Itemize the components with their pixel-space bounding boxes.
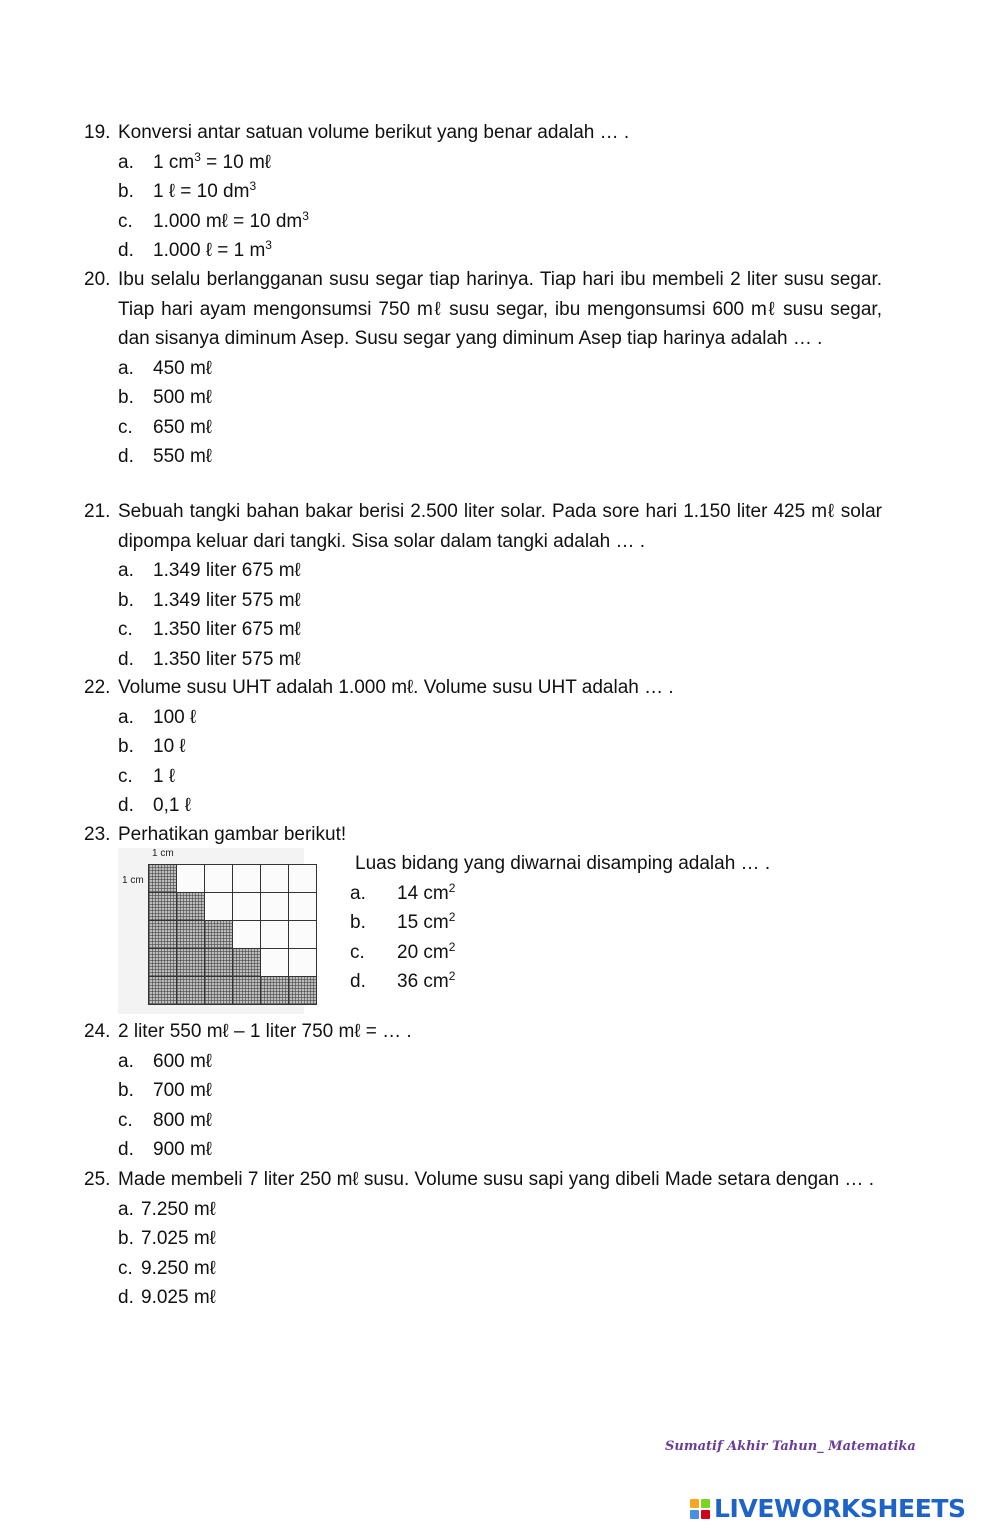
logo-square: [690, 1499, 699, 1508]
option-text: 1 ℓ = 10 $dm^3$: [153, 179, 257, 202]
logo-mark-icon: [690, 1499, 710, 1519]
figure-side-label: 1 cm: [122, 875, 144, 886]
grid-cell: [177, 865, 205, 893]
option-text: 1 ℓ: [153, 765, 175, 787]
option-a[interactable]: [118, 1195, 882, 1225]
grid-cell: [289, 865, 317, 893]
grid-cell-shaded: [149, 893, 177, 921]
option-text: 900 mℓ: [153, 1139, 212, 1160]
question-20: [84, 265, 882, 472]
option-text: 1.000 ℓ = 1 $m^3$: [153, 238, 272, 261]
option-d[interactable]: [118, 791, 882, 821]
option-letter: b.: [118, 387, 134, 408]
question-stem: Volume susu UHT adalah 1.000 mℓ. Volume susu UHT adalah … .: [118, 677, 674, 698]
option-letter: c.: [118, 1109, 133, 1131]
option-text: 100 ℓ: [153, 706, 197, 728]
question-19: [84, 118, 882, 266]
question-stem: Sebuah tangki bahan bakar berisi 2.500 liter solar. Pada sore hari 1.150 liter 425 mℓ solar dipompa keluar dari tangki. Sisa solar dalam tangki adalah … .: [118, 501, 882, 552]
option-text: 1 $cm^3 = 10$ mℓ: [153, 149, 271, 173]
option-c[interactable]: [118, 1254, 882, 1284]
option-letter: d.: [118, 1139, 134, 1160]
option-a[interactable]: [350, 879, 870, 909]
grid-cell: [261, 893, 289, 921]
option-d[interactable]: [118, 442, 882, 472]
question-stem: 2 liter 550 mℓ – 1 liter 750 mℓ = … .: [118, 1021, 412, 1042]
option-text: 15 $cm^2$: [397, 910, 456, 933]
option-letter: b.: [118, 1228, 134, 1249]
option-text: 600 mℓ: [153, 1050, 212, 1072]
option-letter: c.: [118, 619, 133, 640]
shaded-grid-figure: [118, 848, 304, 1014]
logo-square: [701, 1510, 710, 1519]
grid-cell-shaded: [149, 949, 177, 977]
question-25: [84, 1165, 882, 1313]
option-text: 650 mℓ: [153, 416, 212, 438]
option-text: 20 $cm^2$: [397, 939, 456, 963]
option-letter: a.: [118, 1198, 134, 1220]
option-b[interactable]: [118, 586, 882, 616]
question-number: 22.: [84, 677, 111, 698]
option-a[interactable]: [118, 354, 882, 384]
option-text: 0,1 ℓ: [153, 795, 191, 816]
grid-cell-shaded: [261, 977, 289, 1005]
grid-cell-shaded: [149, 977, 177, 1005]
option-c[interactable]: [118, 615, 882, 645]
question-number: 25.: [84, 1169, 111, 1190]
option-letter: c.: [118, 765, 133, 787]
option-b[interactable]: [118, 383, 882, 413]
option-d[interactable]: [118, 1283, 882, 1313]
question-prompt: Luas bidang yang diwarnai disamping adalah … .: [355, 853, 771, 874]
option-text: 1.349 liter 575 mℓ: [153, 589, 301, 611]
grid-cell: [289, 893, 317, 921]
question-22: [84, 673, 882, 821]
figure-top-label: 1 cm: [152, 848, 174, 859]
option-text: 700 mℓ: [153, 1080, 212, 1101]
option-c[interactable]: [118, 762, 882, 792]
option-text: 1.349 liter 675 mℓ: [153, 560, 301, 581]
option-a[interactable]: [118, 703, 882, 733]
option-letter: d.: [350, 971, 366, 992]
option-letter: d.: [118, 648, 134, 670]
option-letter: c.: [118, 416, 133, 438]
question-23-choices: [350, 849, 870, 997]
footer-caption: Sumatif Akhir Tahun_ Matematika: [665, 1439, 916, 1454]
grid-cell: [289, 949, 317, 977]
option-b[interactable]: [118, 177, 882, 207]
option-c[interactable]: [118, 207, 882, 237]
grid-cell-shaded: [177, 949, 205, 977]
grid-cell: [261, 865, 289, 893]
liveworksheets-logo[interactable]: [690, 1494, 966, 1524]
option-text: 1.350 liter 575 mℓ: [153, 648, 301, 670]
option-c[interactable]: [118, 1106, 882, 1136]
option-c[interactable]: [118, 413, 882, 443]
option-text: 7.025 mℓ: [141, 1228, 216, 1249]
grid-cell: [289, 921, 317, 949]
logo-square: [690, 1510, 699, 1519]
question-stem: Perhatikan gambar berikut!: [118, 824, 347, 845]
grid-cell: [205, 893, 233, 921]
grid-cell-shaded: [205, 949, 233, 977]
option-text: 36 $cm^2$: [397, 969, 456, 992]
grid-cell: [233, 921, 261, 949]
option-b[interactable]: [118, 1076, 882, 1106]
option-letter: b.: [118, 736, 134, 757]
square-grid: [148, 864, 317, 1005]
option-b[interactable]: [118, 732, 882, 762]
option-text: 9.250 mℓ: [141, 1257, 216, 1279]
option-letter: a.: [118, 151, 134, 173]
option-c[interactable]: [350, 938, 870, 968]
question-number: 24.: [84, 1021, 111, 1042]
option-letter: a.: [350, 882, 366, 904]
grid-cell: [233, 893, 261, 921]
option-d[interactable]: [118, 236, 882, 266]
option-text: 450 mℓ: [153, 357, 212, 379]
grid-cell-shaded: [177, 893, 205, 921]
option-text: 9.025 mℓ: [141, 1287, 216, 1308]
question-23: [84, 820, 882, 850]
option-b[interactable]: [350, 908, 870, 938]
option-letter: b.: [118, 589, 134, 611]
option-a[interactable]: [118, 148, 882, 178]
question-number: 23.: [84, 824, 111, 845]
option-text: 800 mℓ: [153, 1109, 212, 1131]
grid-cell-shaded: [233, 949, 261, 977]
option-letter: b.: [350, 912, 366, 933]
grid-cell: [205, 865, 233, 893]
grid-cell: [261, 949, 289, 977]
option-letter: d.: [118, 1287, 134, 1308]
option-letter: d.: [118, 240, 134, 261]
option-letter: d.: [118, 795, 134, 816]
option-letter: d.: [118, 446, 134, 467]
question-24: [84, 1017, 882, 1165]
option-text: 500 mℓ: [153, 387, 212, 408]
question-number: 20.: [84, 269, 111, 290]
option-a[interactable]: [118, 556, 882, 586]
grid-cell-shaded: [289, 977, 317, 1005]
option-text: 550 mℓ: [153, 446, 212, 467]
option-text: 10 ℓ: [153, 736, 186, 757]
question-number: 21.: [84, 501, 111, 522]
option-letter: a.: [118, 1050, 134, 1072]
logo-text: LIVEWORKSHEETS: [714, 1494, 966, 1524]
question-21: [84, 497, 882, 674]
grid-cell-shaded: [205, 977, 233, 1005]
option-d[interactable]: [118, 645, 882, 675]
grid-cell-shaded: [149, 865, 177, 893]
option-letter: c.: [118, 1257, 133, 1279]
grid-cell-shaded: [233, 977, 261, 1005]
grid-cell-shaded: [149, 921, 177, 949]
question-stem: Made membeli 7 liter 250 mℓ susu. Volume susu sapi yang dibeli Made setara dengan … .: [118, 1169, 874, 1190]
option-text: 7.250 mℓ: [141, 1198, 216, 1220]
option-letter: c.: [118, 210, 133, 232]
option-letter: a.: [118, 706, 134, 728]
grid-cell-shaded: [177, 977, 205, 1005]
option-b[interactable]: [118, 1224, 882, 1254]
option-text: 1.000 mℓ = 10 $dm^3$: [153, 208, 309, 232]
option-letter: b.: [118, 1080, 134, 1101]
question-stem: Ibu selalu berlangganan susu segar tiap harinya. Tiap hari ibu membeli 2 liter susu segar. Tiap hari ayam mengonsumsi 750 mℓ susu segar, ibu mengonsumsi 600 mℓ susu segar, dan sisanya diminum Asep. Susu segar yang diminum Asep tiap harinya adalah … .: [118, 269, 882, 349]
logo-square: [701, 1499, 710, 1508]
grid-cell: [233, 865, 261, 893]
option-text: 1.350 liter 675 mℓ: [153, 619, 301, 640]
option-text: 14 $cm^2$: [397, 880, 456, 904]
grid-cell-shaded: [205, 921, 233, 949]
option-a[interactable]: [118, 1047, 882, 1077]
option-letter: a.: [118, 357, 134, 379]
option-letter: b.: [118, 181, 134, 202]
option-d[interactable]: [118, 1135, 882, 1165]
option-letter: c.: [350, 941, 365, 963]
grid-cell: [261, 921, 289, 949]
option-d[interactable]: [350, 967, 870, 997]
question-stem: Konversi antar satuan volume berikut yang benar adalah … .: [118, 122, 630, 143]
grid-cell-shaded: [177, 921, 205, 949]
question-number: 19.: [84, 122, 111, 143]
option-letter: a.: [118, 560, 134, 581]
